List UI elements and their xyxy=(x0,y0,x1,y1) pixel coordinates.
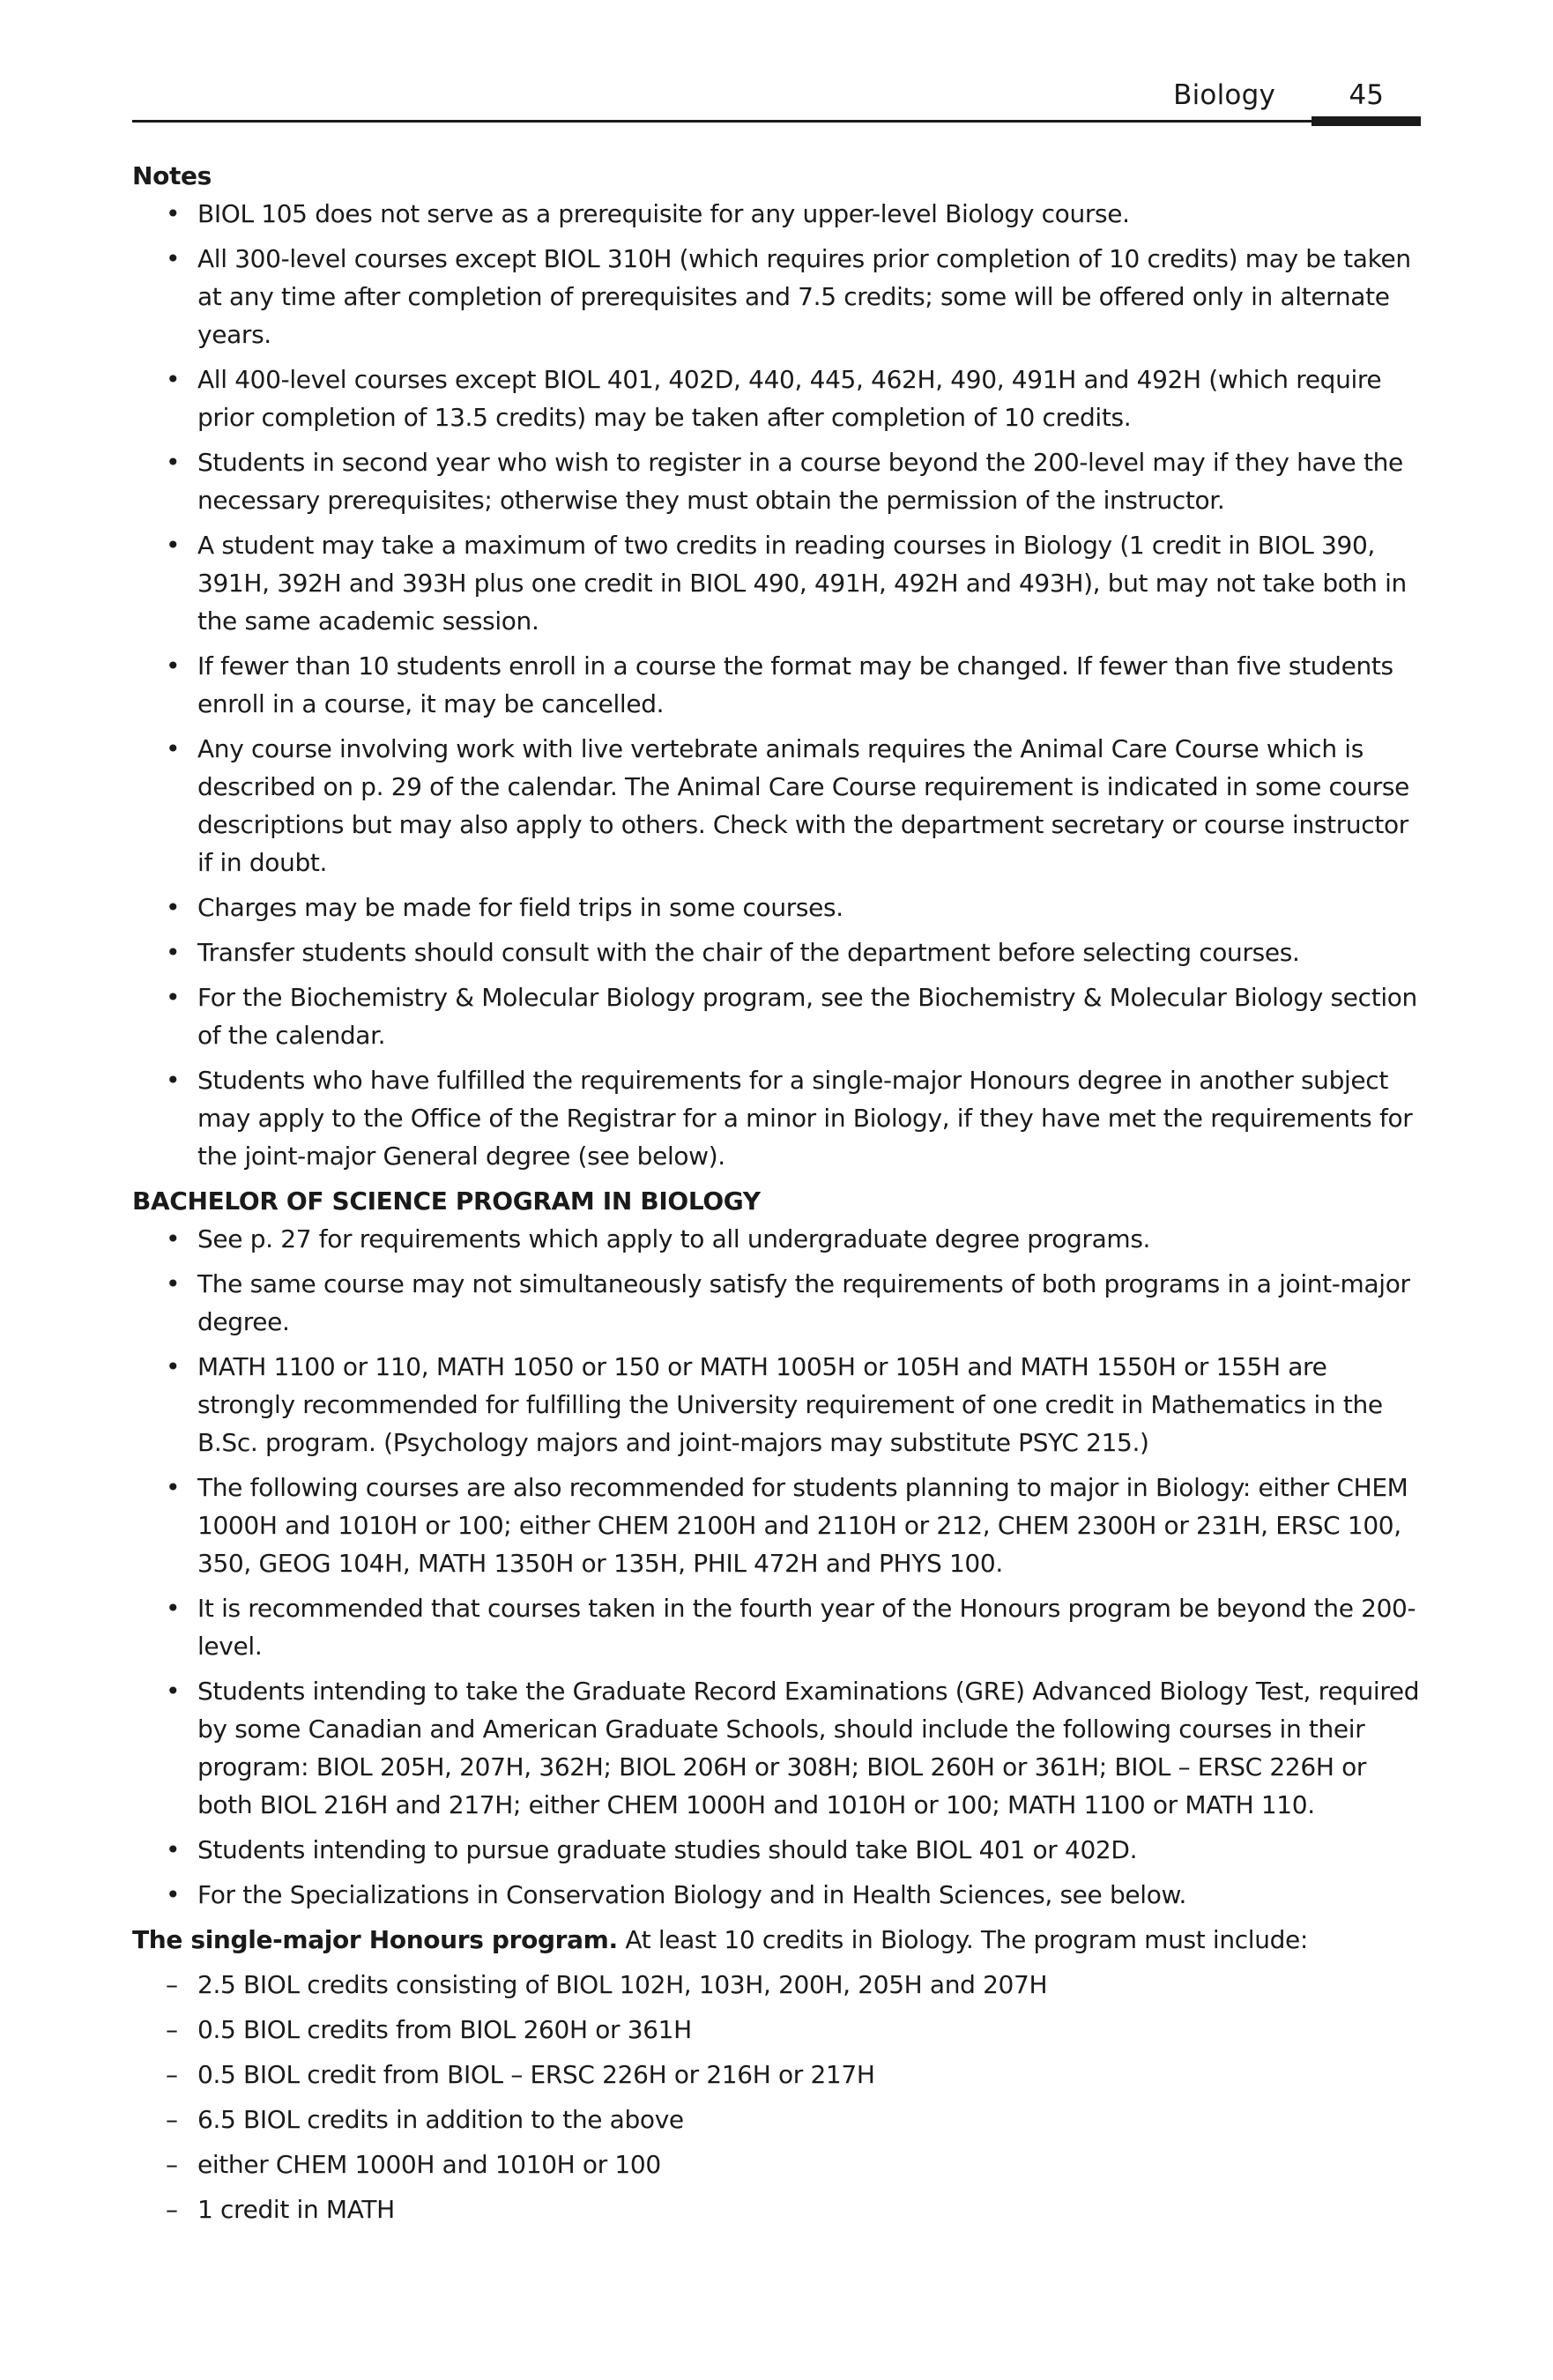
honours-requirement: – 0.5 BIOL credit from BIOL – ERSC 226H or 216H or 217H xyxy=(132,2056,1421,2094)
notes-item: • A student may take a maximum of two credits in reading courses in Biology (1 credit in BIOL 390, 391H, 392H and 393H plus one credit in BIOL 490, 491H, 492H and 493H), but may not take both in the same academic session. xyxy=(132,526,1421,640)
honours-intro: At least 10 credits in Biology. The program must include: xyxy=(617,1925,1308,1954)
honours-paragraph xyxy=(132,1921,1421,1959)
header-rule xyxy=(132,120,1312,123)
header-page-number: 45 xyxy=(1349,79,1384,111)
header-tab-bar xyxy=(1312,116,1421,126)
notes-item: • If fewer than 10 students enroll in a course the format may be changed. If fewer than five students enroll in a course, it may be cancelled. xyxy=(132,647,1421,723)
bsc-list xyxy=(132,1220,1421,1914)
notes-item: • Students in second year who wish to register in a course beyond the 200-level may if they have the necessary prerequisites; otherwise they must obtain the permission of the instructor. xyxy=(132,443,1421,519)
honours-requirement: – 6.5 BIOL credits in addition to the above xyxy=(132,2101,1421,2138)
bsc-item: • MATH 1100 or 110, MATH 1050 or 150 or MATH 1005H or 105H and MATH 1550H or 155H are strongly recommended for fulfilling the University requirement of one credit in Mathematics in the B.Sc. program. (Psychology majors and joint-majors may substitute PSYC 215.) xyxy=(132,1348,1421,1461)
notes-list xyxy=(132,195,1421,1175)
bsc-item: • See p. 27 for requirements which apply to all undergraduate degree programs. xyxy=(132,1220,1421,1258)
running-header xyxy=(132,78,1421,127)
bsc-item: • Students intending to take the Graduate Record Examinations (GRE) Advanced Biology Test, required by some Canadian and American Graduate Schools, should include the following courses in their program: BIOL 205H, 207H, 362H; BIOL 206H or 308H; BIOL 260H or 361H; BIOL – ERSC 226H or both BIOL 216H and 217H; either CHEM 1000H and 1010H or 100; MATH 1100 or MATH 110. xyxy=(132,1672,1421,1824)
bsc-heading: BACHELOR OF SCIENCE PROGRAM IN BIOLOGY xyxy=(132,1186,761,1216)
honours-requirement: – 1 credit in MATH xyxy=(132,2190,1421,2228)
bsc-item: • Students intending to pursue graduate studies should take BIOL 401 or 402D. xyxy=(132,1831,1421,1869)
bsc-item: • It is recommended that courses taken in the fourth year of the Honours program be beyond the 200-level. xyxy=(132,1589,1421,1665)
notes-item: • For the Biochemistry & Molecular Biology program, see the Biochemistry & Molecular Biology section of the calendar. xyxy=(132,978,1421,1054)
honours-requirement: – either CHEM 1000H and 1010H or 100 xyxy=(132,2146,1421,2183)
honours-requirement: – 0.5 BIOL credits from BIOL 260H or 361H xyxy=(132,2011,1421,2049)
bsc-item: • The same course may not simultaneously satisfy the requirements of both programs in a joint-major degree. xyxy=(132,1265,1421,1341)
honours-requirements-list xyxy=(132,1966,1421,2228)
bsc-item: • The following courses are also recommended for students planning to major in Biology: either CHEM 1000H and 1010H or 100; either CHEM 2100H and 2110H or 212, CHEM 2300H or 231H, ERSC 100, 350, GEOG 104H, MATH 1350H or 135H, PHIL 472H and PHYS 100. xyxy=(132,1469,1421,1582)
header-section-title: Biology xyxy=(1173,79,1275,111)
honours-title: The single-major Honours program. xyxy=(132,1925,618,1954)
notes-item: • Students who have fulfilled the requirements for a single-major Honours degree in another subject may apply to the Office of the Registrar for a minor in Biology, if they have met the requirements for the joint-major General degree (see below). xyxy=(132,1061,1421,1175)
bsc-item: • For the Specializations in Conservation Biology and in Health Sciences, see below. xyxy=(132,1876,1421,1914)
notes-item: • Any course involving work with live vertebrate animals requires the Animal Care Course which is described on p. 29 of the calendar. The Animal Care Course requirement is indicated in some course descriptions but may also apply to others. Check with the department secretary or course instructor if in doubt. xyxy=(132,730,1421,881)
notes-item: • Transfer students should consult with the chair of the department before selecting courses. xyxy=(132,933,1421,971)
notes-item: • All 400-level courses except BIOL 401, 402D, 440, 445, 462H, 490, 491H and 492H (which require prior completion of 13.5 credits) may be taken after completion of 10 credits. xyxy=(132,361,1421,436)
honours-requirement: – 2.5 BIOL credits consisting of BIOL 102H, 103H, 200H, 205H and 207H xyxy=(132,1966,1421,2004)
notes-heading: Notes xyxy=(132,161,212,190)
notes-item: • Charges may be made for field trips in some courses. xyxy=(132,889,1421,926)
notes-item: • BIOL 105 does not serve as a prerequisite for any upper-level Biology course. xyxy=(132,195,1421,233)
page-body xyxy=(132,157,1421,2235)
notes-item: • All 300-level courses except BIOL 310H (which requires prior completion of 10 credits) may be taken at any time after completion of prerequisites and 7.5 credits; some will be offered only in alternate years. xyxy=(132,240,1421,353)
